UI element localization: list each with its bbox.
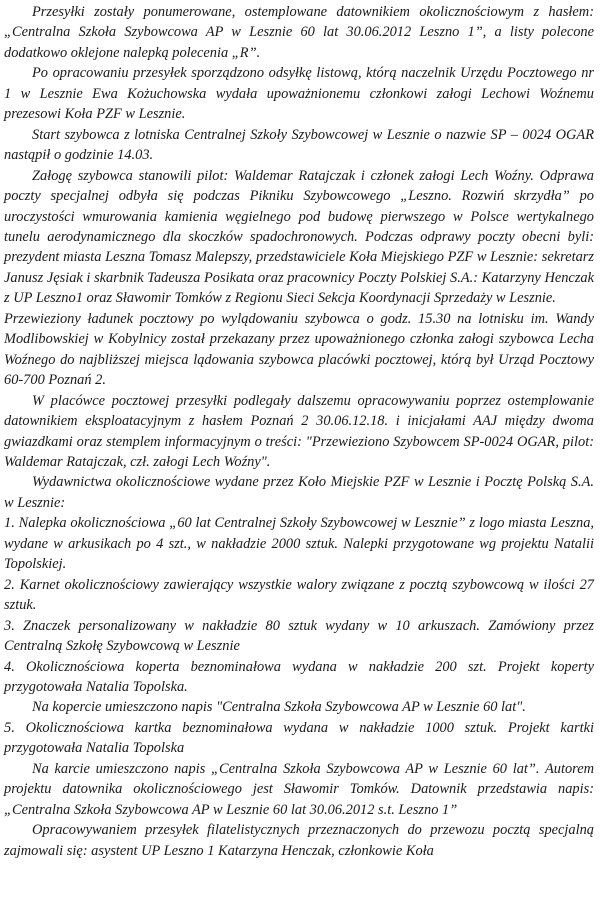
paragraph-card-inscription: Na karcie umieszczono napis „Centralna Szkoła Szybowcowa AP w Lesznie 60 lat”. Autorem projektu datownika okolicznościowego jest Sławomir Tomków. Datownik przedstawia napis: „Centralna Szkoła Szybowcowa AP w Lesznie 60 lat 30.06.2012 s.t. Leszno 1” — [4, 760, 594, 818]
list-item-envelope: 4. Okolicznościowa koperta beznominałowa wydana w nakładzie 200 szt. Projekt koperty przygotowała Natalia Topolska. — [4, 658, 594, 695]
paragraph-processing-staff: Opracowywaniem przesyłek filatelistycznych przeznaczonych do przewozu pocztą specjalną zajmowali się: asystent UP Leszno 1 Katarzyna Henczak, członkowie Koła — [4, 822, 594, 859]
list-item-card: 5. Okolicznościowa kartka beznominałowa wydana w nakładzie 1000 sztuk. Projekt kartki przygotowała Natalia Topolska — [4, 719, 594, 757]
paragraph-glider-start: Start szybowca z lotniska Centralnej Szkoły Szybowcowej w Lesznie o nazwie SP – 0024 OGAR nastąpił o godzinie 14.03. — [4, 126, 594, 164]
paragraph-envelope-inscription: Na kopercie umieszczono napis "Centralna Szkoła Szybowcowa AP w Lesznie 60 lat". — [32, 699, 526, 716]
list-item-stamp: 3. Znaczek personalizowany w nakładzie 80 sztuk wydany w 10 arkuszach. Zamówiony przez Centralną Szkołę Szybowcową w Lesznie — [4, 617, 594, 655]
paragraph-post-office-processing: W placówce pocztowej przesyłki podlegały dalszemu opracowywaniu poprzez ostemplowanie datownikiem eksploatacyjnym z hasłem Poznań 2 30.06.12.18. i inicjałami AAJ między dwoma gwiazdkami oraz stemplem informacyjnym o treści: "Przewieziono Szybowcem SP-0024 OGAR, pilot: Waldemar Ratajczak, czł. załogi Lech Woźny". — [4, 392, 594, 470]
list-item-booklet: 2. Karnet okolicznościowy zawierający wszystkie walory związane z pocztą szybowcową w ilości 27 sztuk. — [4, 576, 594, 614]
paragraph-cargo-transfer: Przewieziony ładunek pocztowy po wylądowaniu szybowca o godz. 15.30 na lotnisku im. Wandy Modlibowskiej w Kobylnicy został przekazany przez upoważnionego członka załogi szybowca Lecha Woźnego do najbliższej miejsca lądowania szybowca placówki pocztowej, którą był Urząd Pocztowy 60-700 Poznań 2. — [4, 310, 594, 389]
paragraph-dispatch: Po opracowaniu przesyłek sporządzono odsyłkę listową, którą naczelnik Urzędu Pocztowego nr 1 w Lesznie Ewa Kożuchowska wydała upoważnionemu członkowi załogi Lechowi Woźnemu prezesowi Koła PZF w Lesznie. — [4, 65, 594, 123]
document-body — [4, 2, 594, 861]
paragraph-stamping: Przesyłki zostały ponumerowane, ostemplowane datownikiem okolicznościowym z hasłem: „Centralna Szkoła Szybowcowa AP w Lesznie 60 lat 30.06.2012 Leszno 1”, a listy polecone dodatkowo oklejone nalepką polecenia „R”. — [4, 4, 594, 61]
list-item-label: 1. Nalepka okolicznościowa „60 lat Centralnej Szkoły Szybowcowej w Lesznie” z logo miasta Leszna, wydane w arkusikach po 4 szt., w nakładzie 2000 sztuk. Nalepki przygotowane wg projektu Natalii Topolskiej. — [4, 515, 594, 573]
paragraph-publications-intro: Wydawnictwa okolicznościowe wydane przez Koło Miejskie PZF w Lesznie i Pocztę Polską S.A. w Lesznie: — [4, 474, 594, 511]
paragraph-crew: Załogę szybowca stanowili pilot: Waldemar Ratajczak i członek załogi Lech Woźny. Odprawa poczty specjalnej odbyła się podczas Pikniku Szybowcowego „Leszno. Rozwiń skrzydła” po uroczystości wmurowania kamienia węgielnego pod budowę pierwszego w Polsce wertykalnego tunelu aerodynamicznego dla skoczków spadochronowych. Podczas odprawy poczty obecni byli: prezydent miasta Leszna Tomasz Malepszy, przedstawiciele Koła Miejskiego PZF w Lesznie: sekretarz Janusz Jęsiak i skarbnik Tadeusza Posikata oraz pracownicy Poczty Polskiej S.A.: Katarzyny Henczak z UP Leszno1 oraz Sławomir Tomków z Regionu Sieci Sekcja Koordynacji Sprzedaży w Lesznie. — [4, 167, 594, 307]
